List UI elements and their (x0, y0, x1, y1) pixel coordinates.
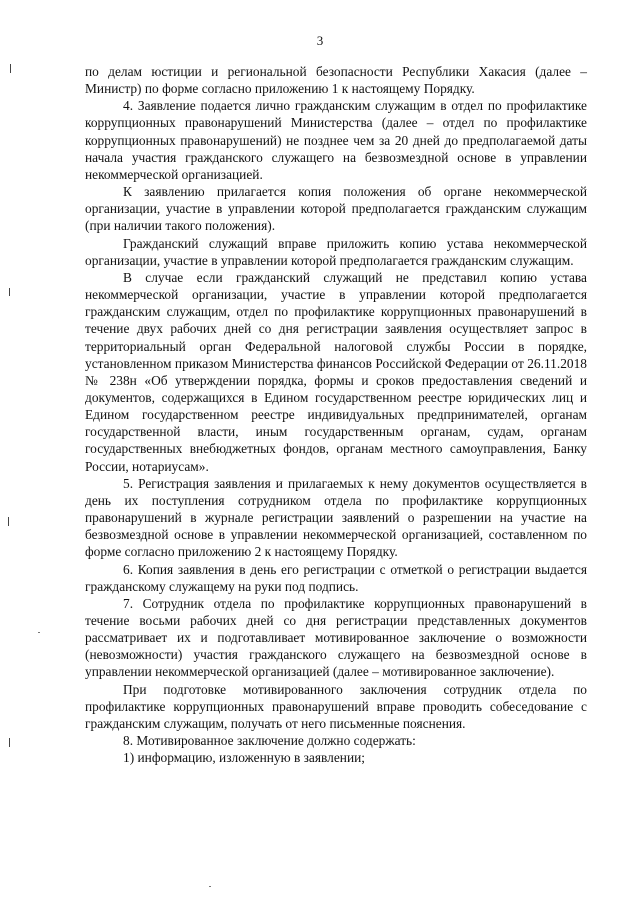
scan-mark (9, 738, 10, 747)
scan-mark (8, 517, 9, 526)
scan-mark (10, 64, 11, 73)
paragraph-item-5: 5. Регистрация заявления и прилагаемых к нему документов осуществляется в день их поступления сотрудником отдела по профилактике коррупционных правонарушений в журнале регистрации заявлений о разрешении на участие на безвозмездной основе в управлении некоммерческой организацией, составленном по форме согласно приложению 2 к настоящему Порядку. (85, 475, 587, 560)
page-number: 3 (316, 33, 324, 48)
scan-speck (209, 886, 211, 887)
paragraph-attachment-charter: Гражданский служащий вправе приложить копию устава некоммерческой организации, участие в управлении которой предполагается гражданским служащим. (85, 235, 587, 268)
paragraph-charter-request: В случае если гражданский служащий не представил копию устава некоммерческой организации, участие в управлении которой предполагается гражданским служащим, отдел по профилактике коррупционных правонарушений в течение двух рабочих дней со дня регистрации заявления осуществляет запрос в территориальный орган Федеральной налоговой службы России в порядке, установленном приказом Министерства финансов Российской Федерации от 26.11.2018 № 238н «Об утверждении порядка, формы и сроков предоставления сведений и документов, содержащихся в Едином государственном реестре юридических лиц и Едином государственном реестре индивидуальных предпринимателей, органам государственной власти, иным государственным органам, судам, органам государственных внебюджетных фондов, органам местного самоуправления, Банку России, нотариусам». (85, 269, 587, 474)
document-body (85, 63, 587, 766)
paragraph-item-7: 7. Сотрудник отдела по профилактике коррупционных правонарушений в течение восьми рабочих дней со дня регистрации представленных документов рассматривает их и подготавливает мотивированное заключение о возможности (невозможности) участия гражданского служащего на безвозмездной основе в управлении некоммерческой организацией (далее – мотивированное заключение). (85, 595, 587, 680)
paragraph-interview: При подготовке мотивированного заключения сотрудник отдела по профилактике коррупционных правонарушений вправе проводить собеседование с гражданским служащим, получать от него письменные пояснения. (85, 681, 587, 731)
scan-mark (9, 288, 10, 296)
paragraph-subitem-1: 1) информацию, изложенную в заявлении; (123, 750, 366, 766)
paragraph-attachment-regulation: К заявлению прилагается копия положения об органе некоммерческой организации, участие в управлении которой предполагается гражданским служащим (при наличии такого положения). (85, 184, 587, 234)
scan-speck (38, 632, 40, 633)
paragraph-continuation: по делам юстиции и региональной безопасности Республики Хакасия (далее – Министр) по форме согласно приложению 1 к настоящему Порядку. (85, 64, 587, 97)
paragraph-item-6: 6. Копия заявления в день его регистрации с отметкой о регистрации выдается гражданскому служащему на руки под подпись. (85, 561, 587, 594)
paragraph-item-8: 8. Мотивированное заключение должно содержать: (123, 733, 416, 749)
paragraph-item-4: 4. Заявление подается лично гражданским служащим в отдел по профилактике коррупционных правонарушений Министерства (далее – отдел по профилактике коррупционных правонарушений) не позднее чем за 20 дней до предполагаемой даты начала участия гражданского служащего на безвозмездной основе в управлении некоммерческой организацией. (85, 98, 587, 182)
